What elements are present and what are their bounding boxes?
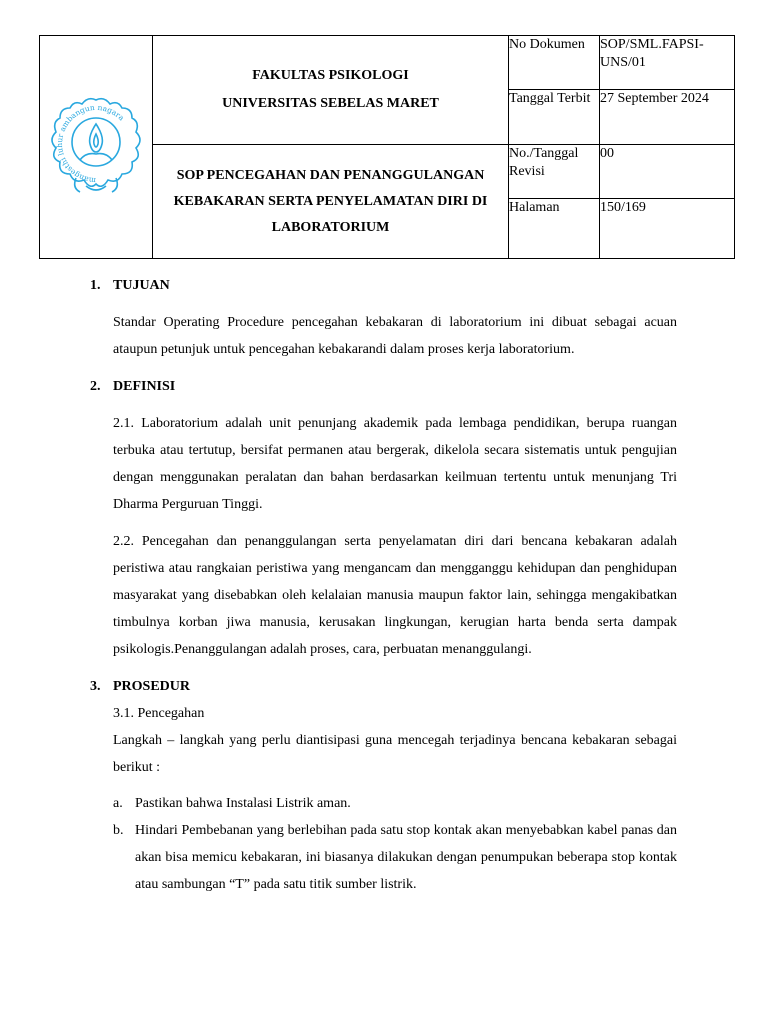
university-name: UNIVERSITAS SEBELAS MARET [222,96,439,111]
meta-value-tanggal-terbit: 27 September 2024 [600,90,735,145]
section-title: TUJUAN [113,278,170,293]
list-marker: b. [113,823,124,838]
section-heading-tujuan [90,272,677,299]
section-number: 1. [90,278,101,293]
prosedur-intro: Langkah – langkah yang perlu diantisipasi guna mencegah terjadinya bencana kebakaran sebagai berikut : [113,733,677,775]
logo-cell [40,36,153,259]
tujuan-paragraph: Standar Operating Procedure pencegahan kebakaran di laboratorium ini dibuat sebagai acuan ataupun petunjuk untuk pencegahan kebakarandi dalam proses kerja laboratorium. [113,315,677,357]
document-header-table [39,35,735,259]
document-body [90,272,677,898]
svg-text:mangesthi luhur ambangun nagar: mangesthi luhur ambangun nagara [54,102,127,186]
meta-label-revisi: No./Tanggal Revisi [509,145,600,199]
document-title-cell [153,145,509,259]
list-item [113,817,677,898]
definisi-paragraph-2: 2.2. Pencegahan dan penanggulangan serta penyelamatan diri dari bencana kebakaran adalah peristiwa atau rangkaian peristiwa yang mengancam dan mengganggu kehidupan dan penghidupan masyarakat yang disebabkan oleh kelalaian manusia maupun faktor lain, sehingga mengakibatkan timbulnya korban jiwa manusia, kerusakan lingkungan, kerugian harta benda serta dampak psikologis.Penanggulangan adalah proses, cara, perbuatan menanggulangi. [113,534,677,657]
list-item [113,790,677,817]
document-title-line-1: SOP PENCEGAHAN DAN PENANGGULANGAN [176,167,485,183]
definisi-paragraph-1: 2.1. Laboratorium adalah unit penunjang akademik pada lembaga pendidikan, berupa ruangan terbuka atau tertutup, bersifat permanen atau bergerak, dikelola secara sistematis untuk pengujian dengan menggunakan peralatan dan bahan berdasarkan keilmuan tertentu untuk menunjang Tri Dharma Perguruan Tinggi. [113,416,677,512]
meta-label-no-dokumen: No Dokumen [509,36,600,90]
document-title-line-2: KEBAKARAN SERTA PENYELAMATAN DIRI DI [173,193,488,209]
meta-value-revisi: 00 [600,145,735,199]
uns-logo-icon [46,94,146,200]
institution-cell [153,36,509,145]
faculty-name: FAKULTAS PSIKOLOGI [252,68,409,83]
section-number: 3. [90,679,101,694]
section-heading-definisi [90,373,677,400]
list-marker: a. [113,796,123,811]
document-title-line-3: LABORATORIUM [271,219,390,235]
section-number: 2. [90,379,101,394]
meta-value-halaman: 150/169 [600,199,735,259]
section-title: PROSEDUR [113,679,191,694]
list-text: Hindari Pembebanan yang berlebihan pada satu stop kontak akan menyebabkan kabel panas dan akan bisa memicu kebakaran, ini biasanya dilakukan dengan penumpukan beberapa stop kontak atau sambungan “T” pada satu titik sumber listrik. [135,823,677,892]
meta-label-halaman: Halaman [509,199,600,259]
meta-label-tanggal-terbit: Tanggal Terbit [509,90,600,145]
list-text: Pastikan bahwa Instalasi Listrik aman. [135,796,351,811]
section-heading-prosedur [90,673,677,700]
meta-value-no-dokumen: SOP/SML.FAPSI-UNS/01 [600,36,735,90]
section-title: DEFINISI [113,379,176,394]
prosedur-subtitle: 3.1. Pencegahan [113,706,205,721]
